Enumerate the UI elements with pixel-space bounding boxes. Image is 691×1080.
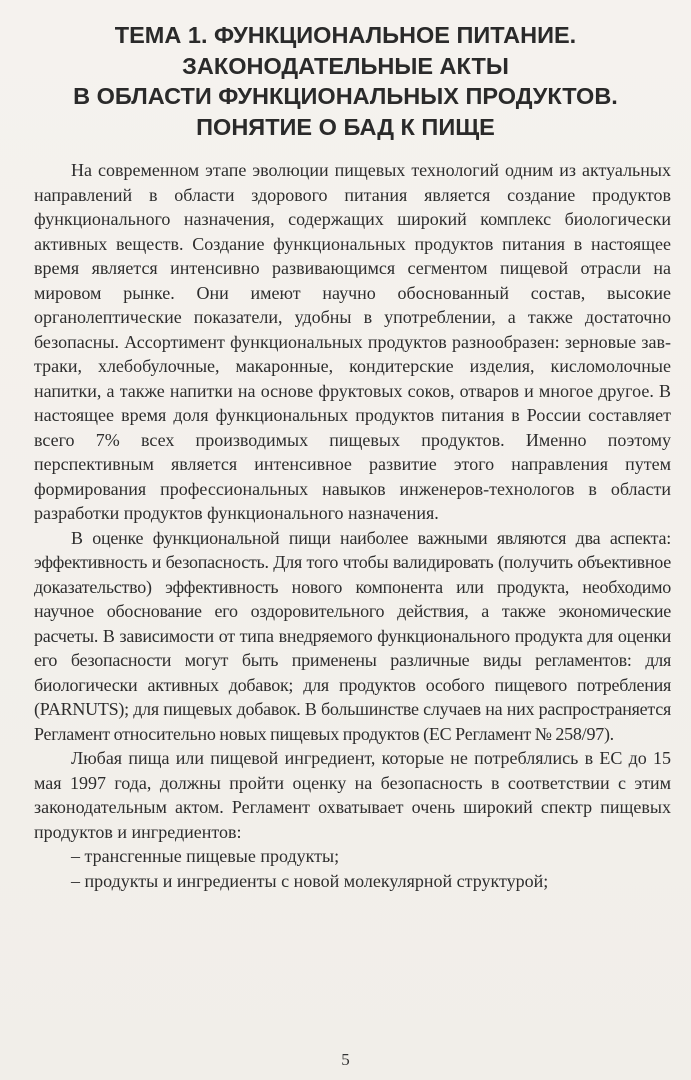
list-item: – трансгенные пищевые продукты; bbox=[71, 846, 340, 866]
title-line: ТЕМА 1. ФУНКЦИОНАЛЬНОЕ ПИТАНИЕ. bbox=[114, 22, 577, 48]
title-line: ПОНЯТИЕ О БАД К ПИЩЕ bbox=[196, 113, 495, 140]
paragraph: В оценке функциональной пищи наиболее важными являются два аспекта: эффективность и безопасность. Для того чтобы валидировать (получить объективное доказательство) эффективность нового компонента или продукта, необходимо научное обоснование его оздоровительного действия, а также экономические расчеты. В зависимости от типа внедряемого функционального продукта для оценки его безопасности могут быть применены различные виды регламентов: для биологически активных добавок; для продуктов особого пищевого потребления (PARNUTS); для пищевых добавок. В большинстве случаев на них распространяется Регламент относительно новых пищевых продуктов (ЕС Регламент № 258/97). bbox=[34, 527, 671, 744]
page-number: 5 bbox=[341, 1050, 350, 1069]
paragraph: Любая пища или пищевой ингредиент, которые не потреблялись в ЕС до 15 мая 1997 года, должны пройти оценку на безопасность в соответствии с этим законодательным актом. Регламент охватывает очень широкий спектр пищевых продуктов и ингредиентов: bbox=[34, 748, 671, 842]
chapter-title bbox=[30, 20, 661, 142]
body-text bbox=[34, 158, 671, 893]
title-line: ЗАКОНОДАТЕЛЬНЫЕ АКТЫ bbox=[182, 52, 509, 79]
title-line: В ОБЛАСТИ ФУНКЦИОНАЛЬНЫХ ПРОДУКТОВ. bbox=[73, 83, 618, 109]
list-item: – продукты и ингредиенты с новой молекулярной структурой; bbox=[71, 870, 549, 891]
paragraph: На современном этапе эволюции пищевых технологий одним из актуальных направлений в области здорового питания является создание продуктов функционального назначения, содержащих широкий комплекс биологически активных веществ. Создание функциональных продуктов питания в настоящее время является интенсивно развивающимся сегментом пищевой отрасли на мировом рынке. Они имеют научно обоснованный состав, высокие органолептические показатели, удобны в употреблении, а также достаточно безопасны. Ассортимент функциональных продуктов разнообразен: зерновые завтраки, хлебобулочные, макаронные, кондитерские изделия, кисломолочные напитки, а также напитки на основе фруктовых соков, отваров и многое другое. В настоящее время доля функциональных продуктов питания в России составляет всего 7% всех производимых пищевых продуктов. Именно поэтому перспективным является интенсивное развитие этого направления путем формирования профессиональных навыков инженеров-технологов в области разработки продуктов функционального назначения. bbox=[34, 160, 671, 523]
